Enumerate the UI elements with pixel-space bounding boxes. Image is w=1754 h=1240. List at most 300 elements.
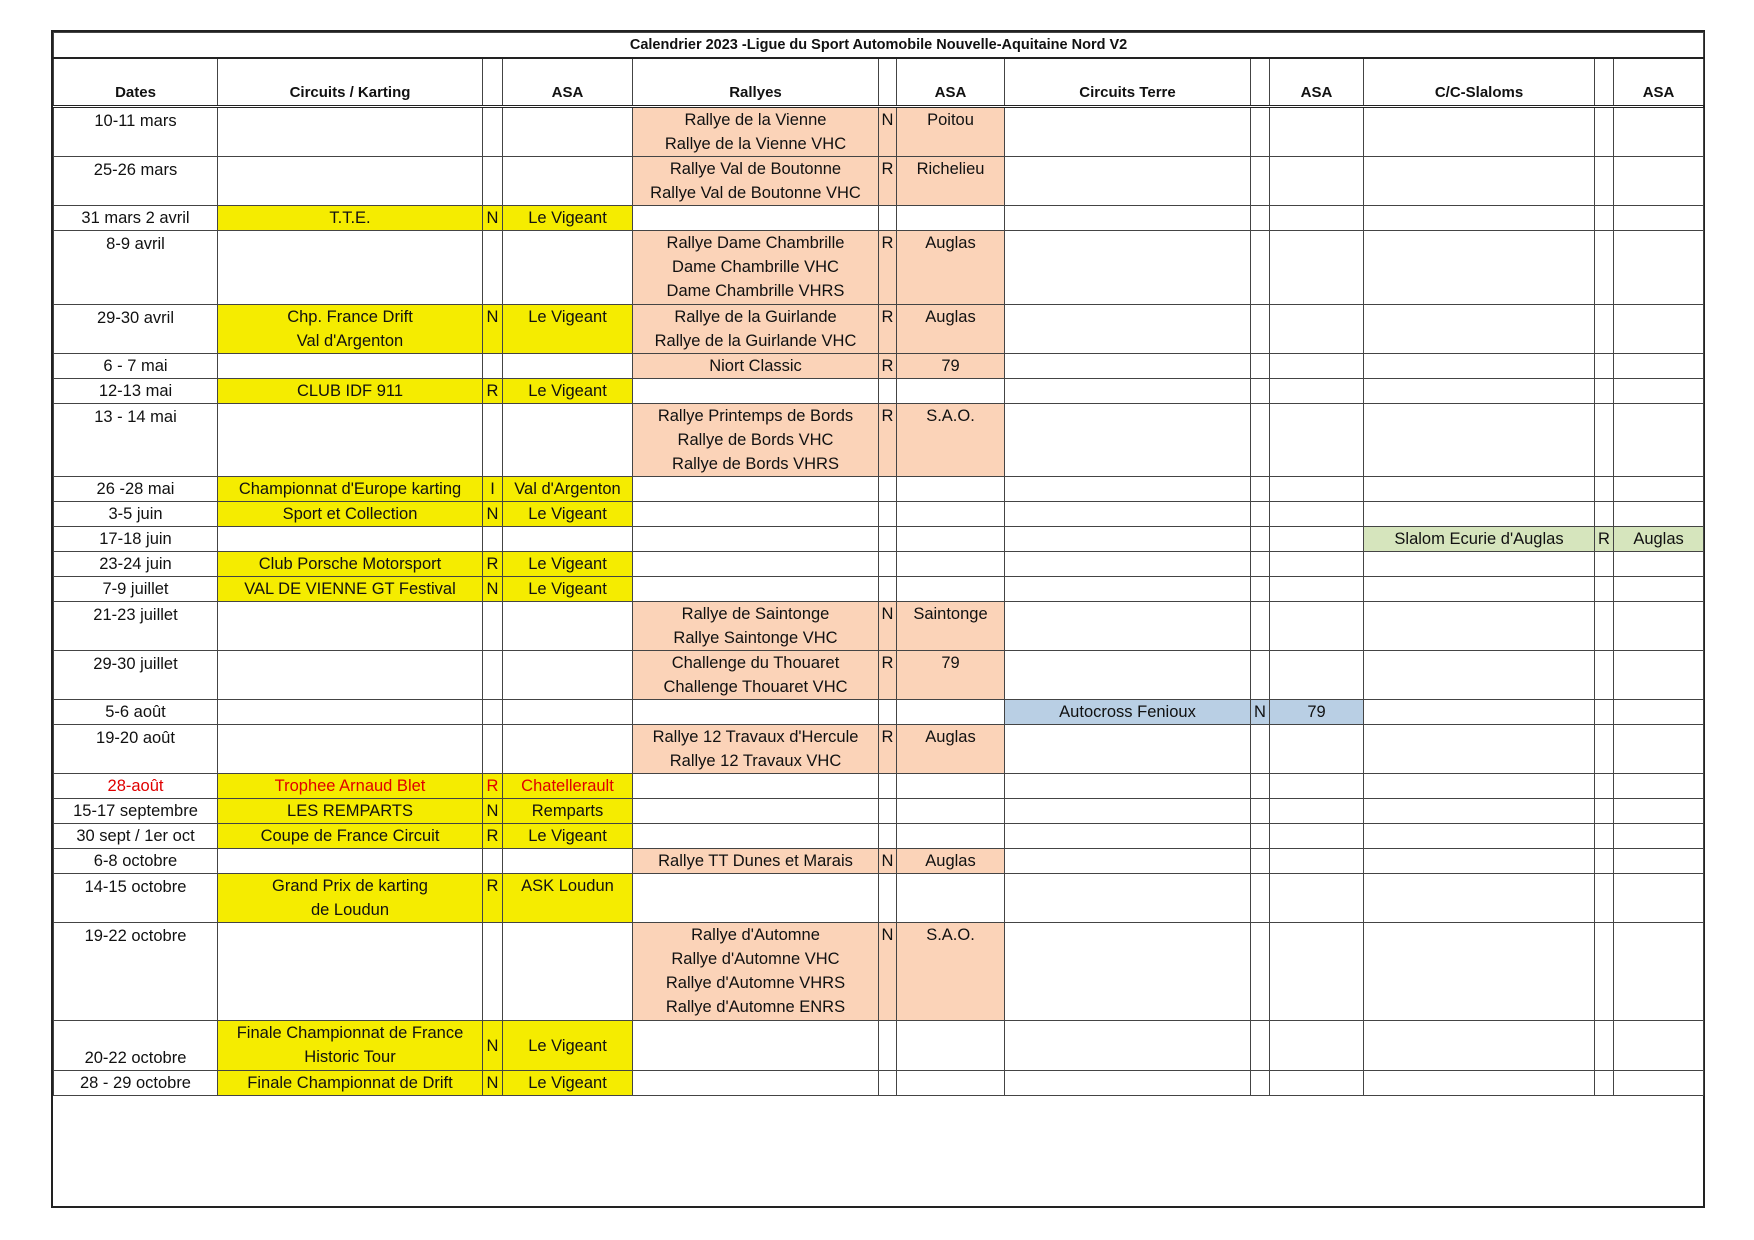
rallye-cell-line: Dame Chambrille VHC [672, 258, 839, 276]
terre-asa-cell [1270, 552, 1364, 577]
rallye-cell [633, 477, 879, 502]
date-cell: 28-août [54, 774, 218, 799]
circuit-cell-line: Historic Tour [304, 1048, 396, 1066]
circuit-cell-line: Grand Prix de karting [272, 877, 428, 895]
rallye-asa-cell: Auglas [897, 231, 1005, 305]
header-terre: Circuits Terre [1005, 58, 1251, 107]
rallye-cell-line: Rallye Dame Chambrille [666, 234, 845, 252]
slalom-flag-cell [1595, 874, 1614, 923]
table-row [54, 874, 1704, 923]
circuit-cell [218, 799, 483, 824]
rallye-cell-line: Challenge Thouaret VHC [663, 678, 848, 696]
date-cell: 12-13 mai [54, 378, 218, 403]
slalom-asa-cell [1614, 923, 1704, 1021]
circuit-asa-cell [503, 849, 633, 874]
terre-asa-cell [1270, 577, 1364, 602]
terre-cell [1005, 799, 1251, 824]
terre-cell [1005, 651, 1251, 700]
rallye-flag-cell: R [879, 725, 897, 774]
slalom-flag-cell [1595, 157, 1614, 206]
circuit-flag-cell [483, 923, 503, 1021]
rallye-flag-cell [879, 700, 897, 725]
slalom-flag-cell [1595, 700, 1614, 725]
terre-cell [1005, 107, 1251, 157]
circuit-cell [218, 107, 483, 157]
rallye-asa-cell [897, 799, 1005, 824]
circuit-asa-cell [503, 353, 633, 378]
circuit-flag-cell [483, 527, 503, 552]
slalom-asa-cell [1614, 824, 1704, 849]
rallye-cell-line: Rallye de Bords VHRS [672, 454, 839, 473]
rallye-flag-cell: N [879, 923, 897, 1021]
table-row [54, 107, 1704, 157]
date-cell: 15-17 septembre [54, 799, 218, 824]
circuit-asa-cell: Le Vigeant [503, 1071, 633, 1096]
date-cell: 19-22 octobre [54, 923, 218, 1021]
table-row [54, 206, 1704, 231]
slalom-asa-cell [1614, 725, 1704, 774]
circuit-asa-cell: Le Vigeant [503, 577, 633, 602]
date-cell: 21-23 juillet [54, 602, 218, 651]
header-circuits-asa: ASA [503, 58, 633, 107]
terre-flag-cell: N [1251, 700, 1270, 725]
circuit-cell [218, 157, 483, 206]
table-row [54, 725, 1704, 774]
circuit-cell [218, 577, 483, 602]
terre-cell [1005, 577, 1251, 602]
circuit-asa-cell [503, 527, 633, 552]
rallye-asa-cell [897, 477, 1005, 502]
slalom-flag-cell [1595, 725, 1614, 774]
terre-flag-cell [1251, 107, 1270, 157]
rallye-cell-line: Rallye 12 Travaux d'Hercule [652, 728, 859, 746]
circuit-cell [218, 378, 483, 403]
circuit-asa-cell: Chatellerault [503, 774, 633, 799]
slalom-flag-cell [1595, 403, 1614, 477]
circuit-cell [218, 231, 483, 305]
terre-asa-cell [1270, 725, 1364, 774]
circuit-cell [218, 849, 483, 874]
rallye-cell [633, 378, 879, 403]
circuit-flag-cell [483, 231, 503, 305]
terre-asa-cell [1270, 824, 1364, 849]
rallye-cell [633, 1021, 879, 1071]
terre-flag-cell [1251, 502, 1270, 527]
circuit-asa-cell: ASK Loudun [503, 874, 633, 923]
rallye-cell [633, 799, 879, 824]
rallye-asa-cell [897, 1071, 1005, 1096]
circuit-cell-line: Coupe de France Circuit [260, 827, 440, 845]
terre-asa-cell [1270, 107, 1364, 157]
terre-cell [1005, 502, 1251, 527]
terre-asa-cell: 79 [1270, 700, 1364, 725]
terre-flag-cell [1251, 403, 1270, 477]
slalom-asa-cell [1614, 799, 1704, 824]
circuit-cell-line: T.T.E. [329, 209, 371, 227]
terre-cell [1005, 923, 1251, 1021]
circuit-flag-cell: N [483, 1021, 503, 1071]
circuit-cell [218, 725, 483, 774]
date-cell: 10-11 mars [54, 107, 218, 157]
slalom-flag-cell [1595, 206, 1614, 231]
rallye-asa-cell [897, 577, 1005, 602]
circuit-cell [218, 774, 483, 799]
circuit-asa-cell: Val d'Argenton [503, 477, 633, 502]
terre-flag-cell [1251, 206, 1270, 231]
terre-cell [1005, 602, 1251, 651]
table-row [54, 353, 1704, 378]
rallye-cell [633, 774, 879, 799]
rallye-asa-cell [897, 378, 1005, 403]
terre-flag-cell [1251, 477, 1270, 502]
date-cell: 26 -28 mai [54, 477, 218, 502]
circuit-asa-cell: Le Vigeant [503, 378, 633, 403]
slalom-cell [1364, 403, 1595, 477]
terre-flag-cell [1251, 1071, 1270, 1096]
slalom-cell [1364, 602, 1595, 651]
slalom-cell [1364, 477, 1595, 502]
slalom-cell [1364, 923, 1595, 1021]
terre-cell [1005, 231, 1251, 305]
header-circuits: Circuits / Karting [218, 58, 483, 107]
slalom-asa-cell [1614, 403, 1704, 477]
table-row [54, 477, 1704, 502]
table-row [54, 527, 1704, 552]
date-cell: 5-6 août [54, 700, 218, 725]
circuit-cell [218, 700, 483, 725]
date-cell: 23-24 juin [54, 552, 218, 577]
circuit-cell-line: de Loudun [311, 901, 389, 919]
rallye-cell-line: Dame Chambrille VHRS [666, 282, 845, 300]
slalom-asa-cell [1614, 206, 1704, 231]
circuit-cell [218, 923, 483, 1021]
table-row [54, 799, 1704, 824]
terre-asa-cell [1270, 774, 1364, 799]
circuit-flag-cell [483, 651, 503, 700]
circuit-flag-cell: N [483, 206, 503, 231]
calendar-body [54, 107, 1704, 1096]
terre-cell [1005, 477, 1251, 502]
slalom-asa-cell [1614, 602, 1704, 651]
circuit-cell-line: VAL DE VIENNE GT Festival [244, 580, 456, 598]
rallye-cell [633, 923, 879, 1021]
circuit-cell-line: Club Porsche Motorsport [258, 555, 442, 573]
slalom-flag-cell [1595, 577, 1614, 602]
circuit-cell [218, 552, 483, 577]
circuit-flag-cell [483, 157, 503, 206]
slalom-flag-cell: R [1595, 527, 1614, 552]
terre-cell [1005, 378, 1251, 403]
slalom-cell [1364, 700, 1595, 725]
circuit-flag-cell [483, 403, 503, 477]
header-slaloms-flag [1595, 58, 1614, 107]
header-slaloms-asa: ASA [1614, 58, 1704, 107]
rallye-cell-line: Rallye de la Vienne [684, 111, 827, 129]
slalom-flag-cell [1595, 378, 1614, 403]
rallye-asa-cell: S.A.O. [897, 403, 1005, 477]
table-row [54, 502, 1704, 527]
circuit-cell [218, 353, 483, 378]
rallye-asa-cell: Richelieu [897, 157, 1005, 206]
rallye-flag-cell: R [879, 651, 897, 700]
terre-cell [1005, 774, 1251, 799]
date-cell: 30 sept / 1er oct [54, 824, 218, 849]
rallye-cell-line: Rallye de Bords VHC [677, 430, 834, 449]
circuit-flag-cell: R [483, 378, 503, 403]
circuit-cell [218, 527, 483, 552]
rallye-cell-line: Challenge du Thouaret [671, 654, 840, 672]
table-row [54, 700, 1704, 725]
circuit-asa-cell [503, 725, 633, 774]
terre-flag-cell [1251, 602, 1270, 651]
header-terre-asa: ASA [1270, 58, 1364, 107]
rallye-flag-cell [879, 774, 897, 799]
rallye-asa-cell: Auglas [897, 725, 1005, 774]
terre-flag-cell [1251, 1021, 1270, 1071]
slalom-asa-cell [1614, 353, 1704, 378]
rallye-asa-cell [897, 502, 1005, 527]
terre-flag-cell [1251, 577, 1270, 602]
rallye-flag-cell [879, 1071, 897, 1096]
rallye-cell [633, 353, 879, 378]
circuit-asa-cell [503, 157, 633, 206]
rallye-cell-line: Rallye de la Guirlande VHC [654, 331, 857, 350]
slalom-asa-cell [1614, 231, 1704, 305]
circuit-cell [218, 1071, 483, 1096]
circuit-asa-cell [503, 602, 633, 651]
circuit-cell [218, 874, 483, 923]
circuit-asa-cell: Le Vigeant [503, 206, 633, 231]
terre-asa-cell [1270, 1071, 1364, 1096]
date-cell: 28 - 29 octobre [54, 1071, 218, 1096]
circuit-cell [218, 502, 483, 527]
slalom-asa-cell [1614, 651, 1704, 700]
rallye-cell [633, 725, 879, 774]
rallye-flag-cell [879, 206, 897, 231]
circuit-cell [218, 824, 483, 849]
circuit-cell-line: Sport et Collection [282, 505, 418, 523]
rallye-cell [633, 304, 879, 353]
slalom-flag-cell [1595, 502, 1614, 527]
circuit-flag-cell: R [483, 874, 503, 923]
date-cell: 31 mars 2 avril [54, 206, 218, 231]
rallye-cell-line: Rallye 12 Travaux VHC [669, 752, 842, 770]
rallye-flag-cell: R [879, 403, 897, 477]
rallye-cell-line: Rallye de Saintonge [681, 605, 830, 623]
table-row [54, 1021, 1704, 1071]
terre-asa-cell [1270, 304, 1364, 353]
terre-asa-cell [1270, 353, 1364, 378]
rallye-flag-cell [879, 874, 897, 923]
terre-cell [1005, 552, 1251, 577]
terre-cell [1005, 874, 1251, 923]
table-row [54, 774, 1704, 799]
rallye-asa-cell [897, 700, 1005, 725]
date-cell: 8-9 avril [54, 231, 218, 305]
header-rallyes: Rallyes [633, 58, 879, 107]
slalom-asa-cell [1614, 477, 1704, 502]
rallye-cell-line: Rallye d'Automne VHC [671, 950, 840, 968]
slalom-flag-cell [1595, 1071, 1614, 1096]
slalom-flag-cell [1595, 552, 1614, 577]
circuit-flag-cell [483, 602, 503, 651]
rallye-asa-cell [897, 874, 1005, 923]
terre-asa-cell [1270, 923, 1364, 1021]
terre-cell [1005, 304, 1251, 353]
terre-asa-cell [1270, 502, 1364, 527]
rallye-cell-line: Rallye d'Automne VHRS [665, 974, 846, 992]
rallye-flag-cell: N [879, 849, 897, 874]
terre-flag-cell [1251, 527, 1270, 552]
header-dates: Dates [54, 58, 218, 107]
table-row [54, 552, 1704, 577]
table-row [54, 403, 1704, 477]
header-rallyes-flag [879, 58, 897, 107]
circuit-flag-cell: R [483, 552, 503, 577]
rallye-cell [633, 602, 879, 651]
rallye-cell-line: Rallye Val de Boutonne [669, 160, 842, 178]
circuit-cell [218, 477, 483, 502]
rallye-asa-cell [897, 824, 1005, 849]
circuit-asa-cell [503, 231, 633, 305]
slalom-asa-cell [1614, 874, 1704, 923]
rallye-cell-line: Niort Classic [709, 356, 802, 375]
terre-asa-cell [1270, 527, 1364, 552]
slalom-cell [1364, 157, 1595, 206]
slalom-flag-cell [1595, 651, 1614, 700]
slalom-asa-cell [1614, 157, 1704, 206]
slalom-asa-cell: Auglas [1614, 527, 1704, 552]
terre-flag-cell [1251, 874, 1270, 923]
table-row [54, 824, 1704, 849]
circuit-asa-cell [503, 700, 633, 725]
rallye-flag-cell: R [879, 231, 897, 305]
circuit-cell [218, 602, 483, 651]
terre-flag-cell [1251, 157, 1270, 206]
rallye-cell [633, 206, 879, 231]
rallye-asa-cell: 79 [897, 353, 1005, 378]
slalom-cell: Slalom Ecurie d'Auglas [1364, 527, 1595, 552]
rallye-cell [633, 527, 879, 552]
circuit-asa-cell: Le Vigeant [503, 1021, 633, 1071]
date-cell: 29-30 avril [54, 304, 218, 353]
rallye-cell [633, 849, 879, 874]
terre-asa-cell [1270, 231, 1364, 305]
rallye-cell-line: Rallye d'Automne [691, 926, 820, 944]
terre-cell [1005, 353, 1251, 378]
rallye-cell [633, 577, 879, 602]
slalom-cell [1364, 1071, 1595, 1096]
rallye-flag-cell: R [879, 157, 897, 206]
table-row [54, 304, 1704, 353]
terre-asa-cell [1270, 874, 1364, 923]
circuit-cell-line: Trophee Arnaud Blet [274, 777, 426, 795]
circuit-flag-cell: R [483, 824, 503, 849]
slalom-asa-cell [1614, 304, 1704, 353]
terre-asa-cell [1270, 849, 1364, 874]
terre-asa-cell [1270, 602, 1364, 651]
circuit-flag-cell: R [483, 774, 503, 799]
slalom-cell [1364, 552, 1595, 577]
slalom-cell [1364, 824, 1595, 849]
rallye-flag-cell [879, 1021, 897, 1071]
header-circuits-flag [483, 58, 503, 107]
rallye-asa-cell: S.A.O. [897, 923, 1005, 1021]
rallye-flag-cell: R [879, 304, 897, 353]
rallye-cell [633, 403, 879, 477]
date-cell: 17-18 juin [54, 527, 218, 552]
terre-cell [1005, 403, 1251, 477]
circuit-cell-line: Finale Championnat de France [236, 1024, 464, 1042]
slalom-asa-cell [1614, 1071, 1704, 1096]
slalom-asa-cell [1614, 107, 1704, 157]
terre-flag-cell [1251, 552, 1270, 577]
slalom-asa-cell [1614, 552, 1704, 577]
terre-flag-cell [1251, 378, 1270, 403]
rallye-flag-cell [879, 552, 897, 577]
circuit-asa-cell [503, 107, 633, 157]
slalom-cell [1364, 577, 1595, 602]
circuit-flag-cell [483, 725, 503, 774]
date-cell: 7-9 juillet [54, 577, 218, 602]
slalom-cell [1364, 502, 1595, 527]
slalom-flag-cell [1595, 353, 1614, 378]
rallye-cell [633, 502, 879, 527]
circuit-flag-cell [483, 849, 503, 874]
header-terre-flag [1251, 58, 1270, 107]
circuit-asa-cell: Le Vigeant [503, 552, 633, 577]
circuit-asa-cell: Le Vigeant [503, 502, 633, 527]
terre-flag-cell [1251, 774, 1270, 799]
terre-asa-cell [1270, 799, 1364, 824]
terre-cell [1005, 206, 1251, 231]
rallye-asa-cell [897, 527, 1005, 552]
terre-flag-cell [1251, 304, 1270, 353]
circuit-flag-cell [483, 700, 503, 725]
rallye-asa-cell: Saintonge [897, 602, 1005, 651]
slalom-flag-cell [1595, 849, 1614, 874]
terre-flag-cell [1251, 651, 1270, 700]
rallye-cell [633, 157, 879, 206]
rallye-asa-cell [897, 552, 1005, 577]
terre-asa-cell [1270, 1021, 1364, 1071]
rallye-asa-cell [897, 774, 1005, 799]
header-slaloms: C/C-Slaloms [1364, 58, 1595, 107]
slalom-cell [1364, 849, 1595, 874]
circuit-asa-cell: Le Vigeant [503, 304, 633, 353]
slalom-cell [1364, 353, 1595, 378]
date-cell: 3-5 juin [54, 502, 218, 527]
rallye-flag-cell [879, 378, 897, 403]
terre-flag-cell [1251, 923, 1270, 1021]
circuit-cell [218, 206, 483, 231]
slalom-cell [1364, 378, 1595, 403]
terre-flag-cell [1251, 353, 1270, 378]
circuit-cell [218, 304, 483, 353]
rallye-cell [633, 1071, 879, 1096]
rallye-asa-cell: 79 [897, 651, 1005, 700]
circuit-cell [218, 1021, 483, 1071]
table-row [54, 849, 1704, 874]
circuit-flag-cell: N [483, 1071, 503, 1096]
circuit-flag-cell: N [483, 799, 503, 824]
table-row [54, 577, 1704, 602]
header-rallyes-asa: ASA [897, 58, 1005, 107]
rallye-cell-line: Rallye d'Automne ENRS [665, 998, 846, 1016]
date-cell: 6 - 7 mai [54, 353, 218, 378]
rallye-cell-line: Rallye de la Vienne VHC [664, 135, 847, 153]
rallye-cell [633, 231, 879, 305]
